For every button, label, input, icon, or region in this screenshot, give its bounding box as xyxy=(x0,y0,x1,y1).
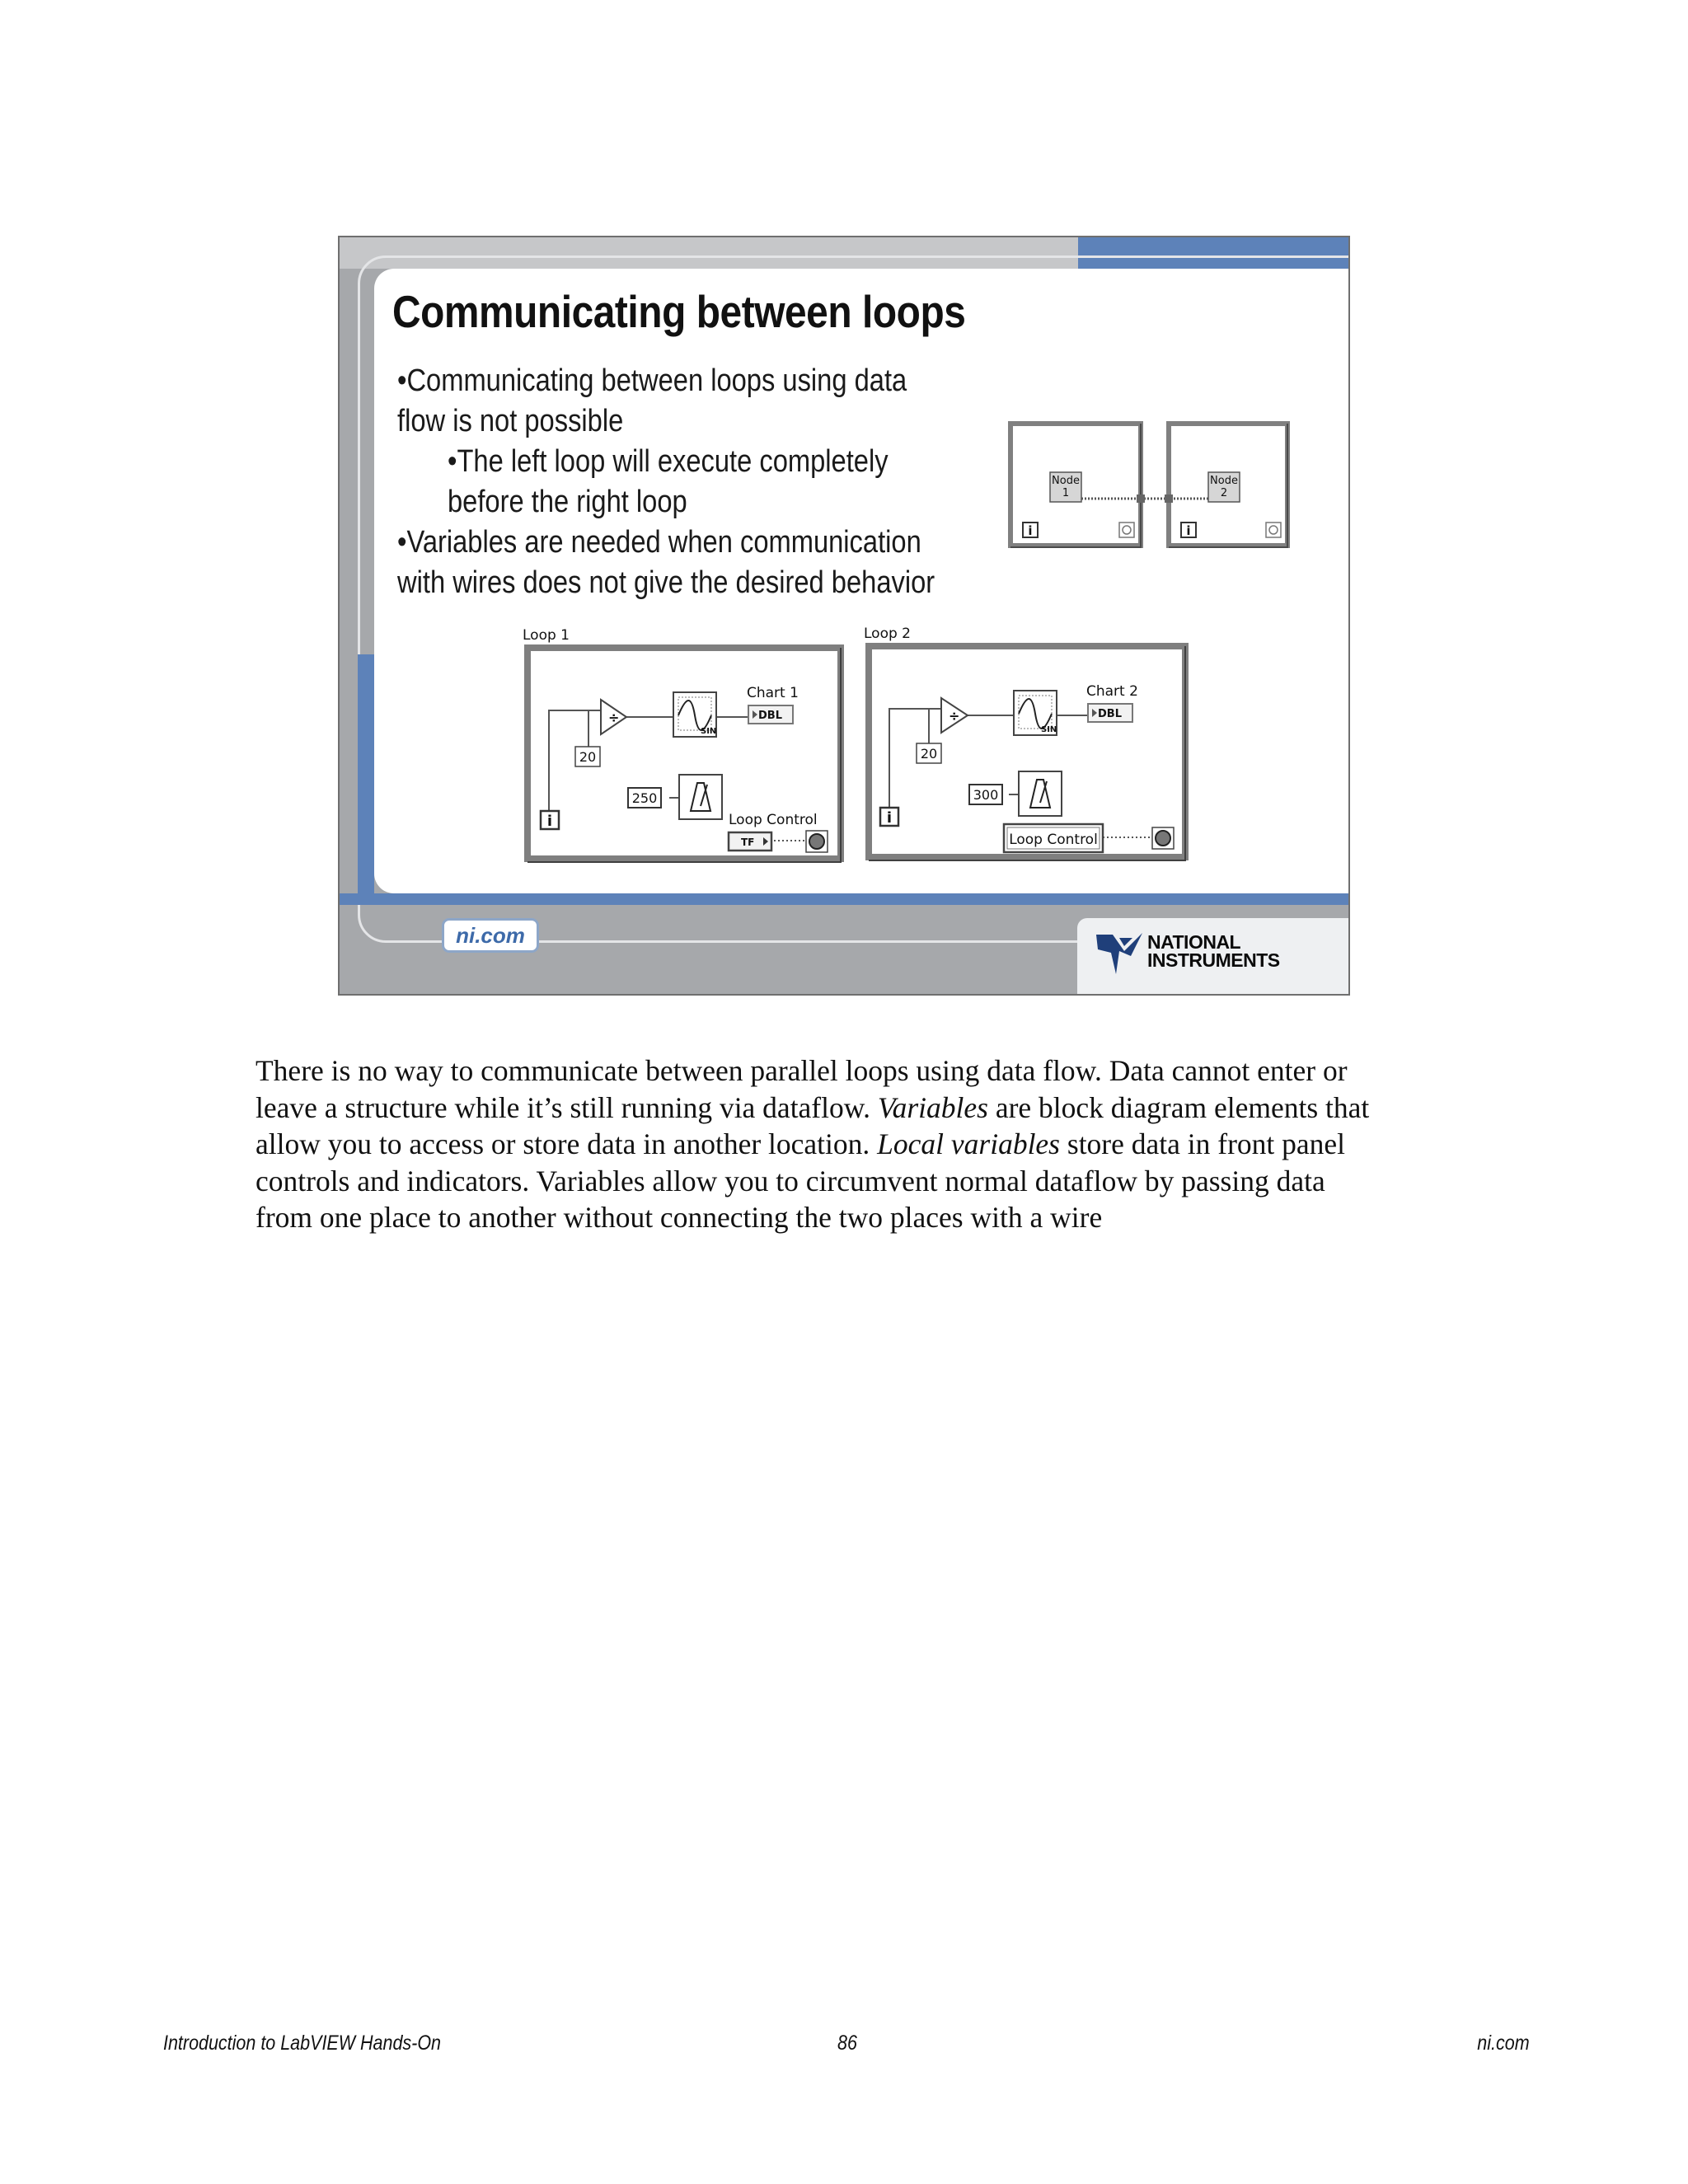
node-1-label: Node xyxy=(1052,475,1080,487)
bullet-line: •Communicating between loops using data xyxy=(397,363,907,398)
loop-2-metronome-icon xyxy=(1019,771,1062,816)
svg-text:300: 300 xyxy=(973,787,999,803)
svg-text:DBL: DBL xyxy=(758,710,782,722)
node-2 xyxy=(1208,472,1240,502)
svg-text:i: i xyxy=(1186,523,1191,538)
node-loop-right-iteration-terminal xyxy=(1181,523,1196,538)
body-italic-term: Local variables xyxy=(877,1127,1060,1160)
loop-1-label: Loop 1 xyxy=(523,627,570,644)
slide-title: Communicating between loops xyxy=(392,286,966,337)
footer-page-number: 86 xyxy=(837,2032,857,2055)
loop-1-divisor-constant xyxy=(575,747,600,766)
node-loop-right-continue-icon xyxy=(1266,523,1281,537)
body-line xyxy=(256,1090,1451,1127)
ni-eagle-icon xyxy=(1095,931,1144,976)
svg-text:i: i xyxy=(1028,523,1033,538)
footer-website: ni.com xyxy=(1477,2032,1530,2055)
node-loop-left-continue-icon xyxy=(1119,523,1134,537)
node-diagram xyxy=(1010,424,1287,547)
body-text-run: leave a structure while it’s still running via dataflow. xyxy=(256,1090,878,1124)
body-line xyxy=(256,1052,1451,1090)
loop-1-control-label: Loop Control xyxy=(729,812,818,828)
body-paragraph xyxy=(256,1052,1451,1236)
node-2-label: Node xyxy=(1210,475,1238,487)
loop-2-loop-control xyxy=(1004,824,1103,852)
svg-text:i: i xyxy=(886,809,893,827)
loop-2-control-label: Loop Control xyxy=(1009,832,1098,848)
svg-text:SIN: SIN xyxy=(1041,725,1057,734)
logo-line-1: NATIONAL xyxy=(1147,931,1241,953)
footer-document-title: Introduction to LabVIEW Hands-On xyxy=(163,2032,442,2055)
svg-text:DBL: DBL xyxy=(1098,708,1122,720)
body-italic-term: Variables xyxy=(877,1090,988,1124)
slide-diagrams xyxy=(340,237,1350,996)
svg-text:250: 250 xyxy=(631,790,658,806)
loop-1-stop-terminal-icon xyxy=(806,831,828,852)
svg-text:TF: TF xyxy=(741,837,755,848)
bullet-line: •The left loop will execute completely xyxy=(448,444,889,479)
ni-com-badge-text: ni.com xyxy=(456,922,525,948)
loop-1-iteration-terminal xyxy=(541,811,559,830)
loop-1-sine-wave-icon xyxy=(673,692,716,737)
body-text-run: There is no way to communicate between parallel loops using data flow. Data cannot enter or xyxy=(256,1054,1348,1087)
loop-2-sine-wave-icon xyxy=(1014,691,1057,735)
loop-1-diagram xyxy=(523,627,841,862)
svg-text:i: i xyxy=(546,813,553,830)
bullet-line: before the right loop xyxy=(448,485,687,519)
loop-2-label: Loop 2 xyxy=(864,626,911,642)
node-1 xyxy=(1050,472,1081,502)
body-line xyxy=(256,1199,1451,1236)
node-loop-left-iteration-terminal xyxy=(1023,523,1038,538)
body-text-run: allow you to access or store data in another location. xyxy=(256,1127,878,1160)
loop-2-stop-terminal-icon xyxy=(1152,827,1174,849)
loop-2-divisor-constant xyxy=(917,743,941,763)
logo-line-2: INSTRUMENTS xyxy=(1147,949,1280,971)
body-line xyxy=(256,1126,1451,1163)
node-2-number: 2 xyxy=(1220,487,1228,499)
slide-image xyxy=(338,236,1350,996)
body-text-run: store data in front panel xyxy=(1060,1127,1346,1160)
ni-com-badge xyxy=(442,918,539,953)
loop-2-chart-label: Chart 2 xyxy=(1086,683,1138,700)
loop-1-wait-constant xyxy=(628,788,661,808)
loop-1-chart-label: Chart 1 xyxy=(747,685,799,701)
node-1-number: 1 xyxy=(1062,487,1070,499)
svg-text:÷: ÷ xyxy=(608,710,620,725)
body-line xyxy=(256,1163,1451,1200)
svg-text:20: 20 xyxy=(579,749,597,765)
svg-text:20: 20 xyxy=(920,746,938,762)
bullet-line: with wires does not give the desired behavior xyxy=(397,565,935,600)
body-text-run: are block diagram elements that xyxy=(987,1090,1370,1124)
loop-2-iteration-terminal xyxy=(880,808,898,827)
loop-2-wait-constant xyxy=(969,785,1002,804)
bullet-line: •Variables are needed when communication xyxy=(397,525,921,560)
bullet-line: flow is not possible xyxy=(397,404,624,438)
svg-text:÷: ÷ xyxy=(949,708,960,724)
loop-2-diagram xyxy=(864,626,1185,860)
loop-1-metronome-icon xyxy=(679,775,722,819)
body-text-run: controls and indicators. Variables allow you to circumvent normal dataflow by passing data xyxy=(256,1164,1325,1197)
body-text-run: from one place to another without connecting the two places with a wire xyxy=(256,1201,1103,1234)
svg-text:SIN: SIN xyxy=(701,727,717,736)
